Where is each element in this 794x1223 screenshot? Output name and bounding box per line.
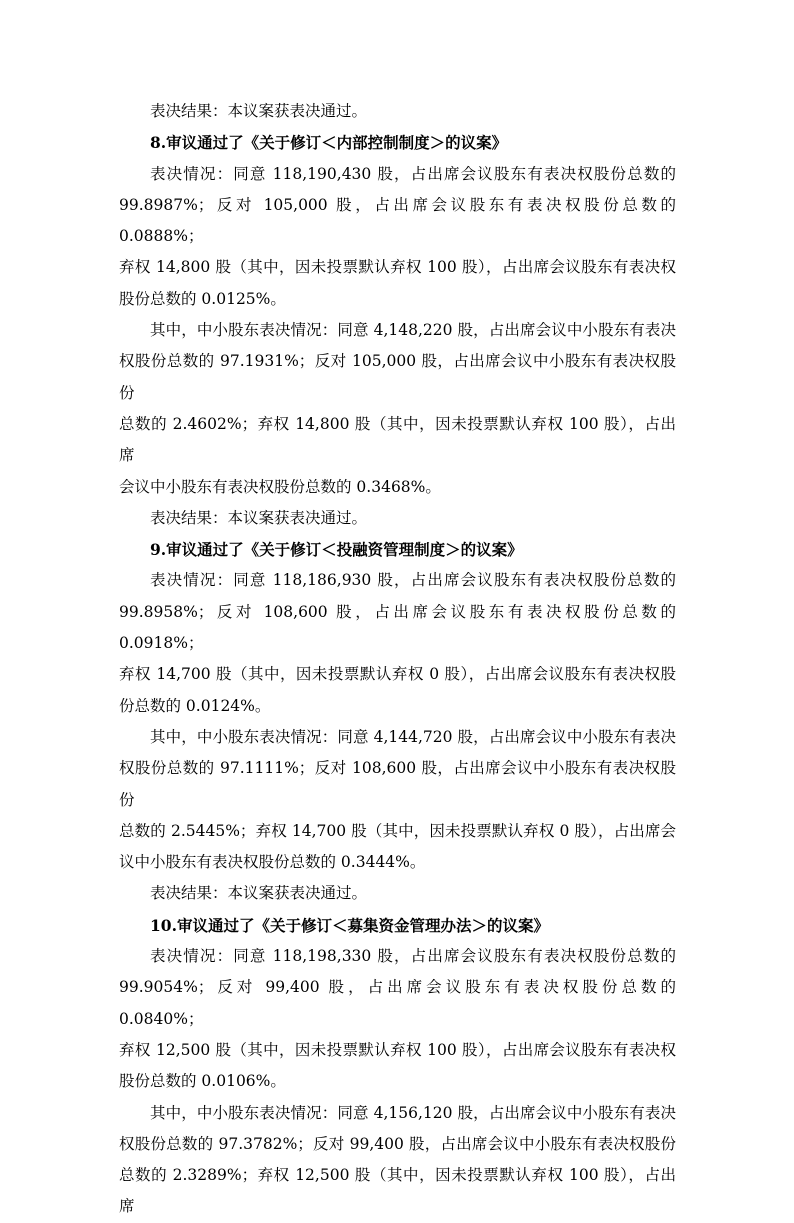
text-line: 议中小股东有表决权股份总数的 0.3444%。 [119, 853, 426, 872]
proposal-9-vote-result [119, 878, 676, 909]
text-line: 表决情况：同意 118,186,930 股，占出席会议股东有表决权股份总数的 [150, 571, 676, 590]
proposal-10-vote-detail [119, 941, 676, 1097]
text-line: 99.9054%；反对 99,400 股，占出席会议股东有表决权股份总数的 0.0840%； [119, 978, 676, 1028]
text-line: 总数的 2.3289%；弃权 12,500 股（其中，因未投票默认弃权 100 股），占出席 [119, 1166, 676, 1216]
text-line: 股份总数的 0.0125%。 [119, 289, 286, 308]
proposal-9-minority-vote-detail [119, 722, 676, 878]
heading-line: 8.审议通过了《关于修订＜内部控制制度＞的议案》 [150, 133, 508, 153]
text-line: 权股份总数的 97.1111%；反对 108,600 股，占出席会议中小股东有表决权股份 [119, 759, 676, 809]
text-line: 表决结果：本议案获表决通过。 [150, 102, 368, 120]
text-line: 权股份总数的 97.3782%；反对 99,400 股，占出席会议中小股东有表决权股份 [119, 1134, 676, 1153]
text-line: 弃权 12,500 股（其中，因未投票默认弃权 100 股），占出席会议股东有表决权 [119, 1040, 676, 1059]
text-line: 总数的 2.4602%；弃权 14,800 股（其中，因未投票默认弃权 100 股），占出席 [119, 414, 676, 465]
text-line: 份总数的 0.0124%。 [119, 696, 271, 715]
proposal-10-minority-vote-detail [119, 1098, 676, 1223]
proposal-10-heading [119, 910, 676, 941]
text-line: 权股份总数的 97.1931%；反对 105,000 股，占出席会议中小股东有表决权股份 [119, 352, 676, 402]
text-line: 表决情况：同意 118,198,330 股，占出席会议股东有表决权股份总数的 [150, 947, 676, 966]
text-line: 99.8958%；反对 108,600 股，占出席会议股东有表决权股份总数的 0.0918%； [119, 602, 676, 653]
heading-line: 9.审议通过了《关于修订＜投融资管理制度＞的议案》 [150, 540, 523, 560]
text-line: 弃权 14,700 股（其中，因未投票默认弃权 0 股），占出席会议股东有表决权股 [119, 665, 676, 684]
proposal-8-heading [119, 127, 676, 158]
proposal-9-vote-detail [119, 565, 676, 721]
text-line: 股份总数的 0.0106%。 [119, 1072, 286, 1091]
text-line: 其中，中小股东表决情况：同意 4,156,120 股，占出席会议中小股东有表决 [150, 1103, 676, 1122]
text-line: 弃权 14,800 股（其中，因未投票默认弃权 100 股），占出席会议股东有表决权 [119, 258, 676, 277]
proposal-7-vote-result [119, 96, 676, 127]
proposal-9-heading [119, 534, 676, 565]
text-line: 总数的 2.5445%；弃权 14,700 股（其中，因未投票默认弃权 0 股），占出席会 [119, 821, 676, 840]
proposal-8-vote-result [119, 503, 676, 534]
text-line: 会议中小股东有表决权股份总数的 0.3468%。 [119, 477, 441, 496]
text-line: 其中，中小股东表决情况：同意 4,144,720 股，占出席会议中小股东有表决 [150, 727, 676, 746]
heading-line: 10.审议通过了《关于修订＜募集资金管理办法＞的议案》 [150, 915, 549, 935]
text-line: 表决结果：本议案获表决通过。 [150, 508, 368, 527]
text-line: 其中，中小股东表决情况：同意 4,148,220 股，占出席会议中小股东有表决 [150, 321, 676, 340]
proposal-8-vote-detail [119, 159, 676, 315]
document-body [119, 96, 676, 1223]
text-line: 99.8987%；反对 105,000 股，占出席会议股东有表决权股份总数的 0.0888%； [119, 195, 676, 246]
proposal-8-minority-vote-detail [119, 315, 676, 503]
text-line: 表决结果：本议案获表决通过。 [150, 884, 368, 903]
text-line: 表决情况：同意 118,190,430 股，占出席会议股东有表决权股份总数的 [150, 164, 676, 183]
